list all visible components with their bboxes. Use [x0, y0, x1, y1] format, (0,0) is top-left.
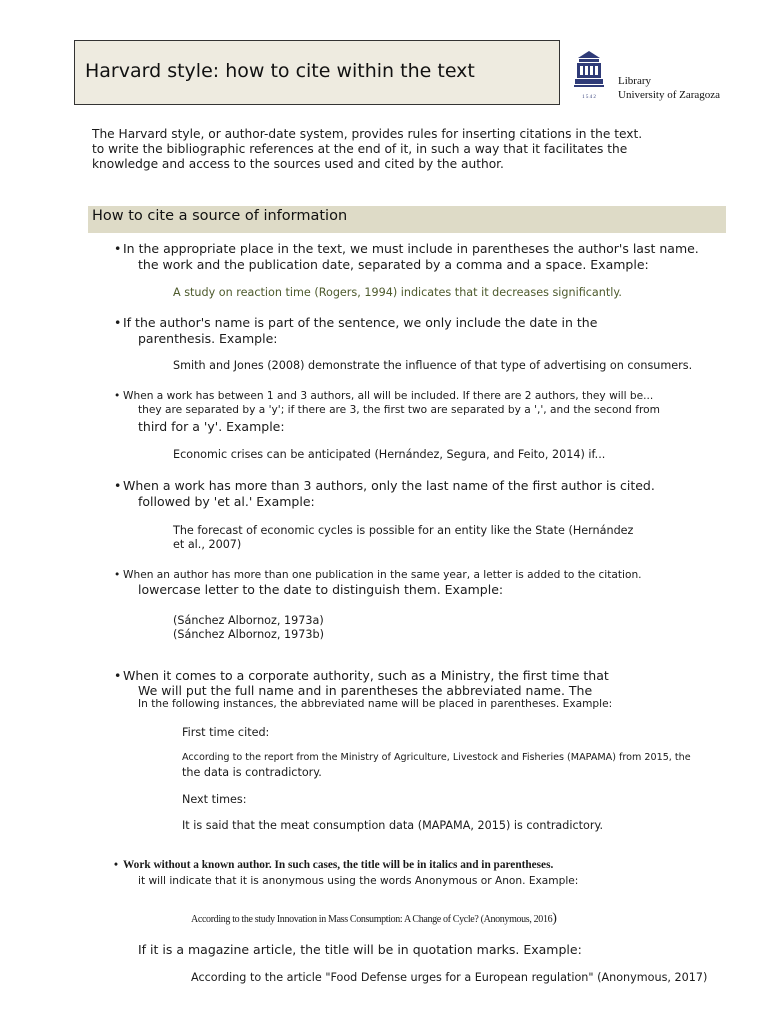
- rule-line: they are separated by a 'y'; if there are 3, the first two are separated by a ',', and the second from: [138, 404, 660, 416]
- rule-line: When a work has more than 3 authors, only the last name of the first author is cited.: [123, 478, 655, 493]
- example-text: A study on reaction time (Rogers, 1994) indicates that it decreases significantly.: [173, 286, 622, 299]
- rule-line: parenthesis. Example:: [138, 331, 278, 346]
- bullet: •: [114, 668, 122, 683]
- rule-line: lowercase letter to the date to distinguish them. Example:: [138, 582, 504, 597]
- closing-parenthesis: ): [552, 911, 557, 926]
- rule-line: followed by 'et al.' Example:: [138, 494, 315, 509]
- intro-line: to write the bibliographic references at the end of it, in such a way that it facilitates the: [92, 142, 628, 156]
- university-logo-icon: [572, 48, 606, 102]
- section-heading-bar: [88, 206, 726, 233]
- rule-line: third for a 'y'. Example:: [138, 419, 285, 434]
- rule-line: When it comes to a corporate authority, such as a Ministry, the first time that: [123, 668, 609, 683]
- library-label: Library: [618, 75, 651, 87]
- title-box: [74, 40, 560, 105]
- example-text: According to the article "Food Defense urges for a European regulation" (Anonymous, 2017): [191, 971, 708, 984]
- example-text: It is said that the meat consumption data (MAPAMA, 2015) is contradictory.: [182, 819, 604, 832]
- logo-year: 1 5 4 2: [582, 95, 596, 100]
- rule-line: If the author's name is part of the sentence, we only include the date in the: [123, 315, 598, 330]
- rule-line: Work without a known author. In such cases, the title will be in italics and in parentheses.: [123, 859, 554, 871]
- bullet: •: [114, 241, 122, 256]
- bullet: •: [114, 859, 118, 871]
- intro-line: The Harvard style, or author-date system, provides rules for inserting citations in the text.: [92, 127, 643, 141]
- rule-line: the work and the publication date, separated by a comma and a space. Example:: [138, 257, 649, 272]
- bullet: •: [114, 315, 122, 330]
- example-text: Smith and Jones (2008) demonstrate the influence of that type of advertising on consumers.: [173, 359, 693, 372]
- rule-line: When a work has between 1 and 3 authors, all will be included. If there are 2 authors, they will be...: [123, 390, 654, 402]
- example-text: et al., 2007): [173, 538, 242, 551]
- example-text: According to the report from the Ministry of Agriculture, Livestock and Fisheries (MAPAMA) from 2015, the: [182, 752, 691, 763]
- university-label: University of Zaragoza: [618, 89, 721, 101]
- example-text: (Sánchez Albornoz, 1973b): [173, 628, 324, 641]
- magazine-rule-line: If it is a magazine article, the title will be in quotation marks. Example:: [138, 942, 582, 957]
- example-text: [191, 911, 557, 927]
- rule-line: In the appropriate place in the text, we must include in parentheses the author's last name.: [123, 241, 699, 256]
- rule-line: When an author has more than one publication in the same year, a letter is added to the citation.: [123, 569, 642, 581]
- example-text: (Sánchez Albornoz, 1973a): [173, 614, 324, 627]
- section-heading: How to cite a source of information: [92, 208, 348, 224]
- next-times-label: Next times:: [182, 793, 247, 806]
- bullet: •: [114, 390, 121, 402]
- page-title: Harvard style: how to cite within the text: [85, 60, 475, 82]
- example-text: Economic crises can be anticipated (Hernández, Segura, and Feito, 2014) if...: [173, 448, 606, 461]
- first-time-label: First time cited:: [182, 726, 270, 739]
- example-text-body: According to the study Innovation in Mass Consumption: A Change of Cycle? (Anonymous, 2016: [191, 914, 553, 925]
- bullet: •: [114, 569, 121, 581]
- rule-line: We will put the full name and in parentheses the abbreviated name. The: [138, 683, 593, 698]
- bullet: •: [114, 478, 122, 493]
- example-text: The forecast of economic cycles is possible for an entity like the State (Hernández: [173, 524, 634, 537]
- rule-line: In the following instances, the abbreviated name will be placed in parentheses. Example:: [138, 698, 613, 710]
- intro-line: knowledge and access to the sources used and cited by the author.: [92, 157, 504, 171]
- example-text: the data is contradictory.: [182, 766, 322, 779]
- rule-line: it will indicate that it is anonymous using the words Anonymous or Anon. Example:: [138, 875, 579, 887]
